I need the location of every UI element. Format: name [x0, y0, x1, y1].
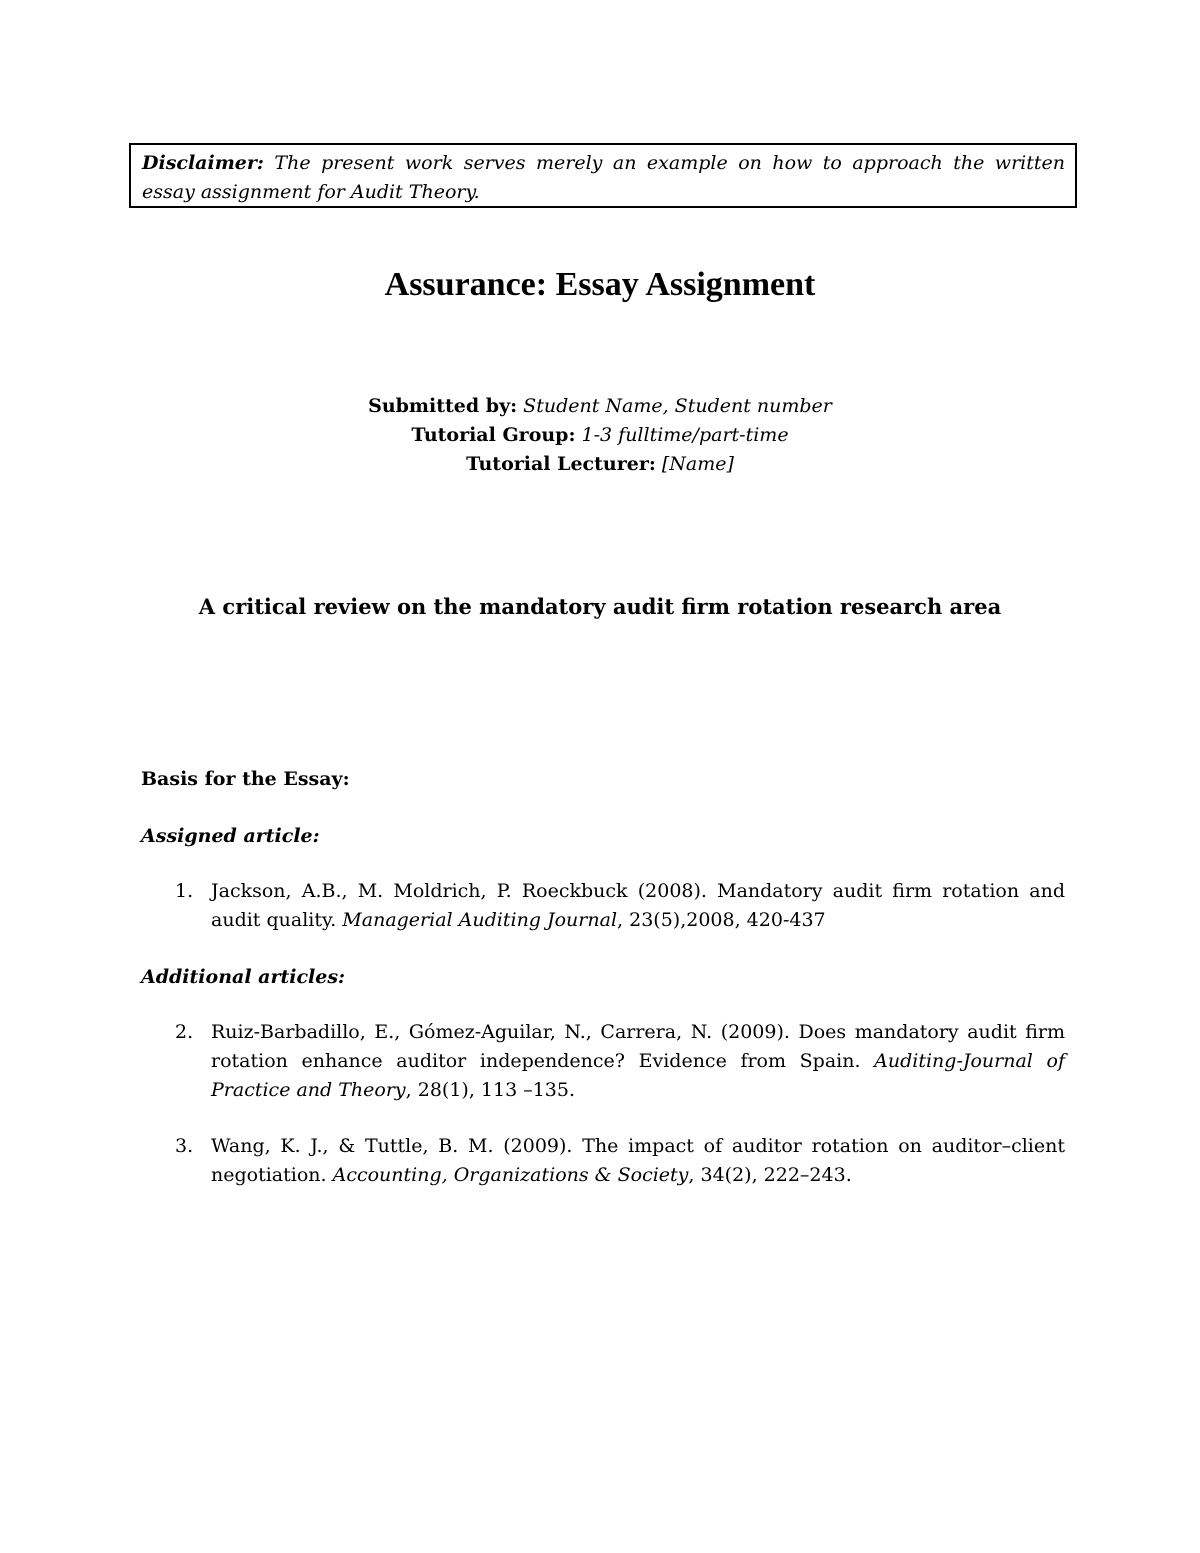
reference-number: 1. [175, 880, 194, 902]
reference-details: , 34(2), 222–243. [688, 1164, 852, 1186]
tutorial-group-value: 1-3 fulltime/part-time [575, 424, 789, 446]
reference-details: , 28(1), 113 –135. [405, 1079, 576, 1101]
reference-text: Wang, K. J., & Tuttle, B. M. (2009). The impact of auditor rotation on auditor–client negotiation. [211, 1135, 1065, 1186]
reference-text: Jackson, A.B., M. Moldrich, P. Roeckbuck (2008). Mandatory audit firm rotation and audit quality. [211, 880, 1065, 931]
reference-text: Ruiz-Barbadillo, E., Gómez-Aguilar, N., Carrera, N. (2009). Does mandatory audit firm rotation enhance auditor independence? Evidence from Spain. [211, 1021, 1065, 1072]
submitted-by-value: Student Name, Student number [517, 395, 832, 417]
reference-journal: Accounting, Organizations & Society [332, 1164, 689, 1186]
additional-articles-heading: Additional articles: [141, 966, 346, 988]
disclaimer-box [129, 143, 1077, 208]
reference-item [175, 1132, 1065, 1190]
disclaimer-text: The present work serves merely an example on how to approach the written essay assignment for Audit Theory. [142, 152, 1065, 203]
reference-item [175, 1018, 1065, 1105]
reference-item [175, 877, 1065, 935]
reference-journal: Auditing-Journal of Practice and Theory [211, 1050, 1065, 1101]
reference-journal: Managerial Auditing Journal [342, 909, 618, 931]
submitted-by-row [0, 392, 1200, 421]
disclaimer-label: Disclaimer: [142, 152, 264, 174]
tutorial-group-row [0, 421, 1200, 450]
document-title: Assurance: Essay Assignment [384, 266, 816, 303]
basis-heading: Basis for the Essay: [141, 768, 350, 790]
tutorial-lecturer-value: [Name] [655, 453, 734, 475]
tutorial-lecturer-row [0, 450, 1200, 479]
assigned-article-heading: Assigned article: [141, 825, 320, 847]
tutorial-group-label: Tutorial Group: [411, 424, 576, 446]
submission-info [0, 392, 1200, 479]
tutorial-lecturer-label: Tutorial Lecturer: [466, 453, 656, 475]
submitted-by-label: Submitted by: [368, 395, 518, 417]
reference-number: 2. [175, 1021, 194, 1043]
reference-number: 3. [175, 1135, 194, 1157]
reference-details: , 23(5),2008, 420-437 [617, 909, 826, 931]
essay-topic: A critical review on the mandatory audit firm rotation research area [198, 594, 1002, 619]
